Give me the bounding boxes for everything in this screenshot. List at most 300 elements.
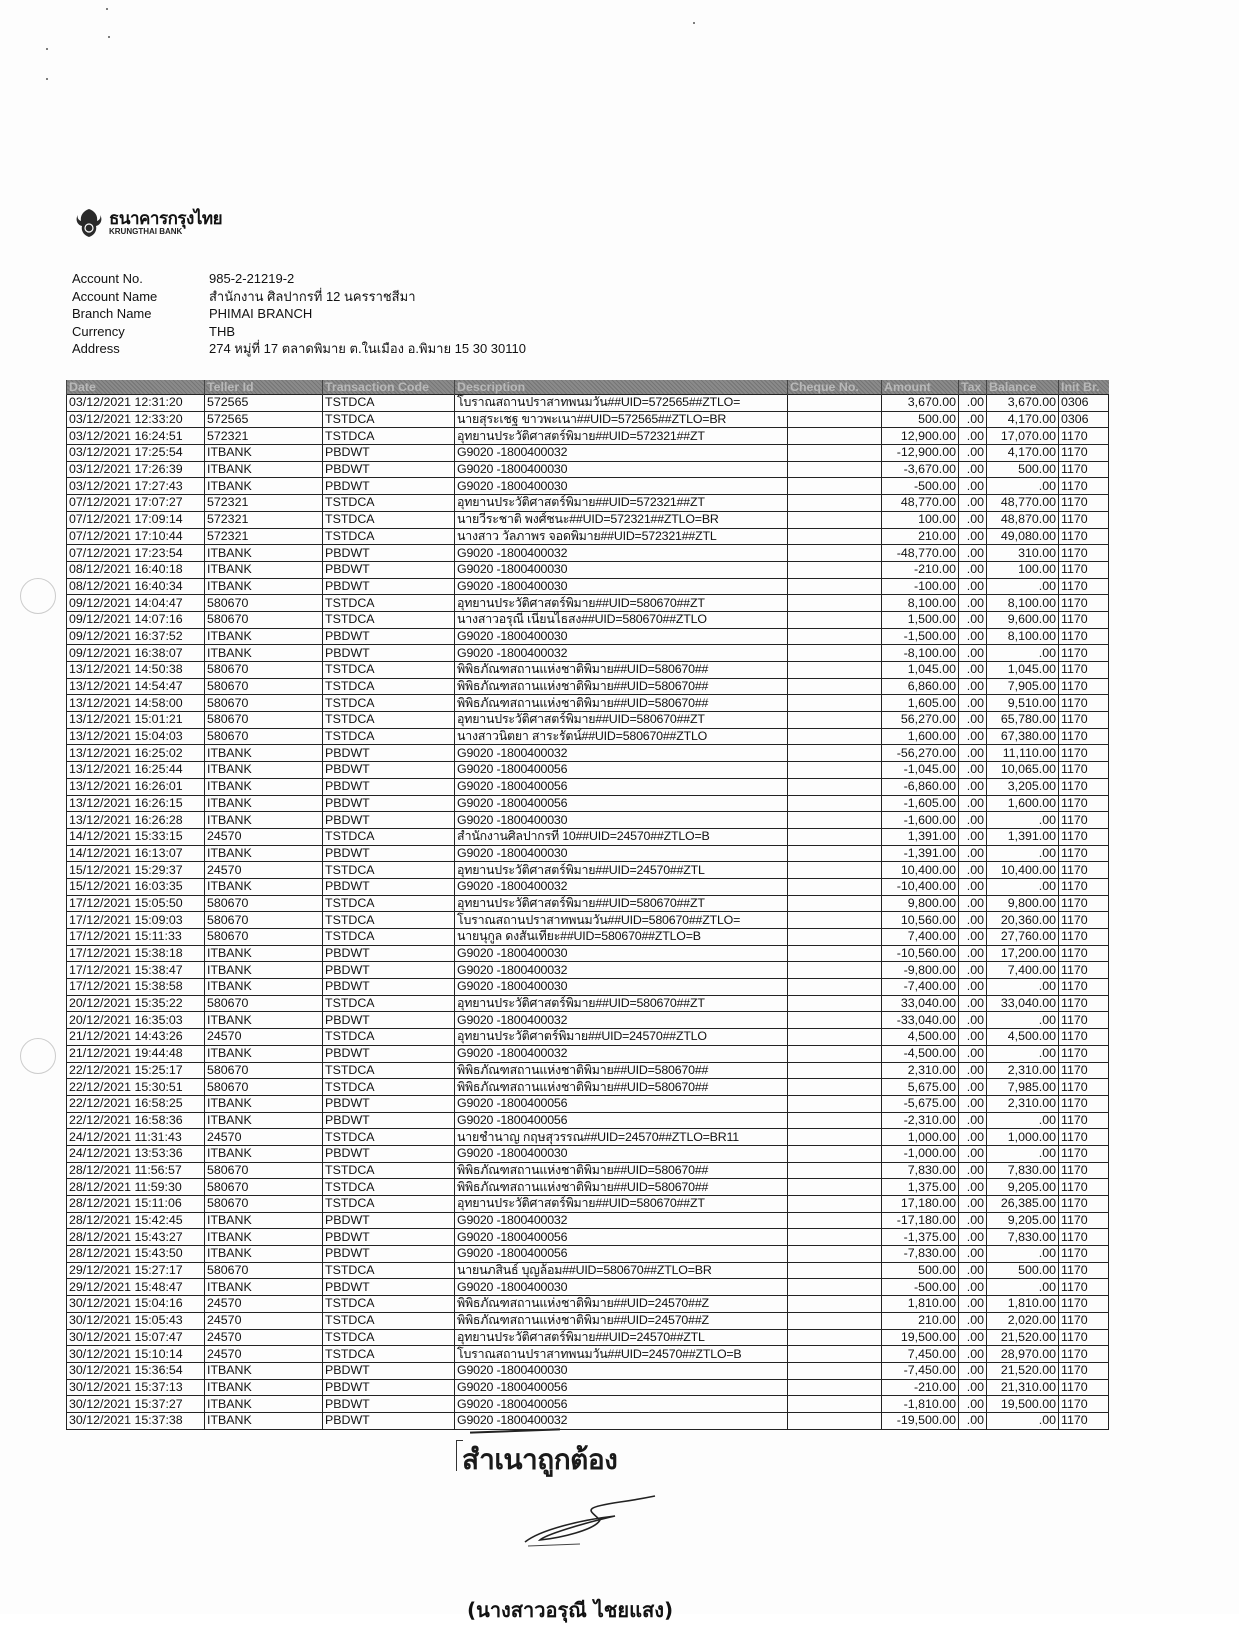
table-row [67,728,1109,745]
cell-description: นายชำนาญ กฤษสุวรรณ##UID=24570##ZTLO=BR11 [455,1129,788,1146]
cell-amount: 7,830.00 [882,1162,959,1179]
cell-tax: .00 [959,1312,987,1329]
cell-cheque-no [788,528,882,545]
cell-init-branch: 1170 [1059,1212,1109,1229]
cell-cheque-no [788,1279,882,1296]
cell-tax: .00 [959,1279,987,1296]
cell-tax: .00 [959,1296,987,1313]
branch-name-row [72,305,526,323]
cell-date: 30/12/2021 15:37:13 [67,1379,205,1396]
cell-description: อุทยานประวัติศาสตร์พิมาย##UID=580670##ZT [455,712,788,729]
cell-init-branch: 1170 [1059,1246,1109,1263]
cell-teller-id: ITBANK [205,762,323,779]
cell-teller-id: 24570 [205,862,323,879]
cell-date: 14/12/2021 15:33:15 [67,828,205,845]
cell-cheque-no [788,895,882,912]
cell-cheque-no [788,1346,882,1363]
cell-description: G9020 -1800400030 [455,979,788,996]
cell-transaction-code: PBDWT [323,545,455,562]
cell-amount: -5,675.00 [882,1095,959,1112]
table-row [67,1296,1109,1313]
cell-transaction-code: TSTDCA [323,995,455,1012]
info-label: Currency [72,323,125,339]
cell-amount: 1,000.00 [882,1129,959,1146]
cell-date: 08/12/2021 16:40:34 [67,578,205,595]
cell-teller-id: ITBANK [205,795,323,812]
table-row [67,511,1109,528]
cell-teller-id: 580670 [205,1162,323,1179]
info-label: Account Name [72,288,158,304]
cell-balance: 33,040.00 [987,995,1059,1012]
cell-amount: 9,800.00 [882,895,959,912]
cell-cheque-no [788,411,882,428]
cell-transaction-code: TSTDCA [323,1296,455,1313]
cell-amount: -1,045.00 [882,762,959,779]
cell-teller-id: 572321 [205,495,323,512]
cell-tax: .00 [959,611,987,628]
cell-transaction-code: TSTDCA [323,495,455,512]
cell-cheque-no [788,1179,882,1196]
cell-description: G9020 -1800400032 [455,962,788,979]
cell-cheque-no [788,1229,882,1246]
cell-transaction-code: PBDWT [323,1396,455,1413]
cell-description: โบราณสถานปราสาทพนมวัน##UID=24570##ZTLO=B [455,1346,788,1363]
cell-init-branch: 1170 [1059,1179,1109,1196]
column-header-tax: Tax [959,380,987,395]
cell-tax: .00 [959,712,987,729]
cell-cheque-no [788,1045,882,1062]
cell-tax: .00 [959,1112,987,1129]
cell-amount: 10,400.00 [882,862,959,879]
cell-tax: .00 [959,1329,987,1346]
cell-description: อุทยานประวัติศาสตร์พิมาย##UID=572321##ZT [455,495,788,512]
cell-tax: .00 [959,762,987,779]
cell-transaction-code: PBDWT [323,478,455,495]
address-row [72,340,526,358]
info-label: Address [72,341,120,356]
cell-teller-id: ITBANK [205,561,323,578]
cell-date: 17/12/2021 15:05:50 [67,895,205,912]
cell-balance: .00 [987,578,1059,595]
cell-description: G9020 -1800400032 [455,1412,788,1429]
cell-date: 13/12/2021 14:50:38 [67,662,205,679]
cell-amount: 1,391.00 [882,828,959,845]
cell-teller-id: 572565 [205,395,323,412]
cell-description: G9020 -1800400030 [455,1279,788,1296]
cell-balance: 310.00 [987,545,1059,562]
cell-description: G9020 -1800400032 [455,878,788,895]
cell-init-branch: 1170 [1059,995,1109,1012]
cell-teller-id: 572565 [205,411,323,428]
table-row [67,912,1109,929]
cell-description: พิพิธภัณฑสถานแห่งชาติพิมาย##UID=580670## [455,1062,788,1079]
cell-tax: .00 [959,778,987,795]
cell-tax: .00 [959,995,987,1012]
cell-transaction-code: PBDWT [323,561,455,578]
table-row [67,1029,1109,1046]
cell-description: อุทยานประวัติศาตร์พิมาย##UID=24570##ZTLO [455,1029,788,1046]
table-row [67,1362,1109,1379]
cell-init-branch: 1170 [1059,1012,1109,1029]
cell-tax: .00 [959,628,987,645]
cell-teller-id: ITBANK [205,1379,323,1396]
cell-date: 28/12/2021 15:11:06 [67,1196,205,1213]
cell-cheque-no [788,695,882,712]
cell-teller-id: ITBANK [205,1045,323,1062]
cell-description: G9020 -1800400056 [455,1246,788,1263]
cell-teller-id: ITBANK [205,461,323,478]
cell-tax: .00 [959,912,987,929]
cell-cheque-no [788,1145,882,1162]
cell-date: 09/12/2021 16:38:07 [67,645,205,662]
cell-cheque-no [788,628,882,645]
table-row [67,528,1109,545]
cell-description: อุทยานประวัติศาสตร์พิมาย##UID=580670##ZT [455,595,788,612]
cell-cheque-no [788,1212,882,1229]
cell-init-branch: 1170 [1059,979,1109,996]
cell-description: อุทยานประวัติศาสตร์พิมาย##UID=580670##ZT [455,895,788,912]
cell-balance: 7,830.00 [987,1162,1059,1179]
cell-description: G9020 -1800400032 [455,545,788,562]
cell-balance: 49,080.00 [987,528,1059,545]
cell-date: 17/12/2021 15:38:18 [67,945,205,962]
scan-speck [46,78,48,80]
cell-balance: 48,870.00 [987,511,1059,528]
cell-balance: 1,045.00 [987,662,1059,679]
cell-amount: -12,900.00 [882,445,959,462]
cell-balance: .00 [987,1279,1059,1296]
cell-balance: 7,830.00 [987,1229,1059,1246]
cell-cheque-no [788,929,882,946]
cell-teller-id: ITBANK [205,1095,323,1112]
scan-speck [108,36,110,38]
account-name-row [72,288,526,306]
cell-balance: 1,391.00 [987,828,1059,845]
cell-cheque-no [788,862,882,879]
cell-teller-id: ITBANK [205,628,323,645]
cell-description: นางสาวอรุณี เนียนไธสง##UID=580670##ZTLO [455,611,788,628]
cell-description: G9020 -1800400030 [455,578,788,595]
cell-cheque-no [788,1362,882,1379]
cell-date: 07/12/2021 17:23:54 [67,545,205,562]
table-row [67,1045,1109,1062]
cell-init-branch: 1170 [1059,1112,1109,1129]
cell-init-branch: 1170 [1059,778,1109,795]
cell-teller-id: 24570 [205,1129,323,1146]
cell-balance: 1,810.00 [987,1296,1059,1313]
cell-date: 03/12/2021 16:24:51 [67,428,205,445]
table-row [67,445,1109,462]
table-row [67,1095,1109,1112]
cell-transaction-code: TSTDCA [323,1129,455,1146]
cell-amount: 5,675.00 [882,1079,959,1096]
cell-amount: 1,500.00 [882,611,959,628]
cell-init-branch: 1170 [1059,945,1109,962]
cell-date: 20/12/2021 16:35:03 [67,1012,205,1029]
table-row [67,645,1109,662]
table-row [67,678,1109,695]
cell-init-branch: 1170 [1059,1379,1109,1396]
cell-description: G9020 -1800400056 [455,1112,788,1129]
cell-balance: 10,065.00 [987,762,1059,779]
cell-balance: 7,985.00 [987,1079,1059,1096]
cell-date: 30/12/2021 15:05:43 [67,1312,205,1329]
cell-cheque-no [788,611,882,628]
cell-balance: .00 [987,812,1059,829]
cell-balance: 2,310.00 [987,1062,1059,1079]
cell-date: 21/12/2021 19:44:48 [67,1045,205,1062]
cell-description: G9020 -1800400056 [455,1229,788,1246]
cell-teller-id: ITBANK [205,1246,323,1263]
cell-tax: .00 [959,745,987,762]
cell-transaction-code: PBDWT [323,445,455,462]
cell-amount: -500.00 [882,1279,959,1296]
cell-balance: .00 [987,878,1059,895]
cell-amount: -1,391.00 [882,845,959,862]
cell-transaction-code: PBDWT [323,1212,455,1229]
cell-transaction-code: TSTDCA [323,929,455,946]
cell-balance: 4,170.00 [987,411,1059,428]
cell-teller-id: 580670 [205,712,323,729]
cell-amount: -8,100.00 [882,645,959,662]
cell-balance: 11,110.00 [987,745,1059,762]
cell-description: นายนุกูล ดงสันเทียะ##UID=580670##ZTLO=B [455,929,788,946]
table-row [67,1112,1109,1129]
cell-init-branch: 0306 [1059,411,1109,428]
cell-amount: 1,605.00 [882,695,959,712]
cell-init-branch: 0306 [1059,395,1109,412]
cell-transaction-code: PBDWT [323,778,455,795]
cell-cheque-no [788,645,882,662]
cell-init-branch: 1170 [1059,611,1109,628]
cell-amount: 10,560.00 [882,912,959,929]
table-row [67,628,1109,645]
cell-cheque-no [788,962,882,979]
table-row [67,1196,1109,1213]
cell-date: 30/12/2021 15:07:47 [67,1329,205,1346]
cell-amount: 1,045.00 [882,662,959,679]
cell-balance: 1,600.00 [987,795,1059,812]
cell-tax: .00 [959,812,987,829]
cell-description: G9020 -1800400032 [455,445,788,462]
cell-teller-id: 580670 [205,695,323,712]
cell-description: G9020 -1800400030 [455,628,788,645]
cell-date: 28/12/2021 15:42:45 [67,1212,205,1229]
cell-teller-id: 24570 [205,1329,323,1346]
cell-cheque-no [788,545,882,562]
cell-cheque-no [788,1079,882,1096]
cell-cheque-no [788,712,882,729]
cell-balance: 19,500.00 [987,1396,1059,1413]
cell-tax: .00 [959,979,987,996]
cell-description: G9020 -1800400056 [455,778,788,795]
table-row [67,1012,1109,1029]
cell-teller-id: 580670 [205,1262,323,1279]
cell-balance: 4,500.00 [987,1029,1059,1046]
table-row [67,895,1109,912]
cell-init-branch: 1170 [1059,1196,1109,1213]
cell-balance: 17,070.00 [987,428,1059,445]
cell-teller-id: ITBANK [205,812,323,829]
cell-init-branch: 1170 [1059,1296,1109,1313]
cell-balance: 2,310.00 [987,1095,1059,1112]
cell-tax: .00 [959,1145,987,1162]
cell-cheque-no [788,1129,882,1146]
cell-cheque-no [788,511,882,528]
cell-teller-id: ITBANK [205,1362,323,1379]
cell-amount: -100.00 [882,578,959,595]
table-row [67,495,1109,512]
table-row [67,545,1109,562]
cell-cheque-no [788,1196,882,1213]
cell-description: G9020 -1800400056 [455,1379,788,1396]
cell-cheque-no [788,1262,882,1279]
cell-description: G9020 -1800400030 [455,1145,788,1162]
cell-tax: .00 [959,828,987,845]
cell-tax: .00 [959,929,987,946]
cell-tax: .00 [959,728,987,745]
cell-amount: -1,810.00 [882,1396,959,1413]
cell-description: G9020 -1800400030 [455,1362,788,1379]
table-row [67,1129,1109,1146]
branch-name-value: PHIMAI BRANCH [209,306,313,321]
cell-cheque-no [788,1396,882,1413]
cell-tax: .00 [959,1379,987,1396]
cell-date: 30/12/2021 15:04:16 [67,1296,205,1313]
cell-init-branch: 1170 [1059,878,1109,895]
table-row [67,828,1109,845]
currency-row [72,323,526,341]
cell-tax: .00 [959,478,987,495]
cell-balance: 21,520.00 [987,1329,1059,1346]
cell-teller-id: ITBANK [205,578,323,595]
table-row [67,1179,1109,1196]
table-row [67,1229,1109,1246]
cell-transaction-code: TSTDCA [323,1262,455,1279]
cell-transaction-code: PBDWT [323,1412,455,1429]
cell-cheque-no [788,1095,882,1112]
cell-transaction-code: PBDWT [323,762,455,779]
cell-balance: 500.00 [987,461,1059,478]
info-label: Account No. [72,271,143,286]
cell-init-branch: 1170 [1059,1045,1109,1062]
cell-tax: .00 [959,1362,987,1379]
garuda-icon [75,207,103,239]
cell-init-branch: 1170 [1059,862,1109,879]
cell-transaction-code: TSTDCA [323,428,455,445]
cell-teller-id: 580670 [205,1079,323,1096]
cell-description: G9020 -1800400030 [455,812,788,829]
cell-cheque-no [788,1012,882,1029]
table-row [67,762,1109,779]
cell-amount: -4,500.00 [882,1045,959,1062]
cell-amount: 1,375.00 [882,1179,959,1196]
cell-tax: .00 [959,662,987,679]
cell-cheque-no [788,578,882,595]
cell-description: พิพิธภัณฑสถานแห่งชาติพิมาย##UID=580670## [455,1162,788,1179]
cell-init-branch: 1170 [1059,912,1109,929]
cell-teller-id: 572321 [205,511,323,528]
cell-tax: .00 [959,1012,987,1029]
cell-amount: -48,770.00 [882,545,959,562]
column-header-amount: Amount [882,380,959,395]
statement-table [66,380,1109,1430]
cell-init-branch: 1170 [1059,695,1109,712]
cell-date: 30/12/2021 15:37:27 [67,1396,205,1413]
cell-amount: 56,270.00 [882,712,959,729]
table-row [67,1329,1109,1346]
cell-date: 03/12/2021 12:33:20 [67,411,205,428]
cell-init-branch: 1170 [1059,428,1109,445]
cell-tax: .00 [959,445,987,462]
cell-description: โบราณสถานปราสาทพนมวัน##UID=572565##ZTLO= [455,395,788,412]
cell-balance: 21,310.00 [987,1379,1059,1396]
cell-tax: .00 [959,1196,987,1213]
cell-description: นางสาว วัลภาพร จอดพิมาย##UID=572321##ZTL [455,528,788,545]
cell-amount: -33,040.00 [882,1012,959,1029]
cell-description: โบราณสถานปราสาทพนมวัน##UID=580670##ZTLO= [455,912,788,929]
cell-cheque-no [788,762,882,779]
cell-balance: 26,385.00 [987,1196,1059,1213]
cell-description: G9020 -1800400032 [455,1045,788,1062]
cell-date: 03/12/2021 17:27:43 [67,478,205,495]
cell-tax: .00 [959,1129,987,1146]
cell-tax: .00 [959,945,987,962]
column-header-teller-id: Teller Id [205,380,323,395]
cell-description: G9020 -1800400030 [455,561,788,578]
currency-value: THB [209,323,235,339]
cell-description: G9020 -1800400032 [455,1212,788,1229]
cell-description: G9020 -1800400030 [455,478,788,495]
cell-date: 29/12/2021 15:48:47 [67,1279,205,1296]
account-number-value: 985-2-21219-2 [209,271,295,286]
table-row [67,561,1109,578]
cell-teller-id: ITBANK [205,878,323,895]
cell-tax: .00 [959,695,987,712]
cell-teller-id: 24570 [205,1029,323,1046]
cell-amount: 210.00 [882,1312,959,1329]
table-row [67,745,1109,762]
cell-description: สำนักงานศิลปากรที่ 10##UID=24570##ZTLO=B [455,828,788,845]
cell-date: 22/12/2021 16:58:36 [67,1112,205,1129]
cell-init-branch: 1170 [1059,1079,1109,1096]
cell-tax: .00 [959,528,987,545]
table-row [67,1262,1109,1279]
cell-date: 15/12/2021 16:03:35 [67,878,205,895]
cell-teller-id: 580670 [205,929,323,946]
cell-date: 20/12/2021 15:35:22 [67,995,205,1012]
cell-transaction-code: PBDWT [323,1229,455,1246]
cell-tax: .00 [959,1029,987,1046]
cell-teller-id: ITBANK [205,1145,323,1162]
binder-hole [20,1038,56,1074]
cell-description: พิพิธภัณฑสถานแห่งชาติพิมาย##UID=24570##Z [455,1296,788,1313]
cell-transaction-code: TSTDCA [323,611,455,628]
cell-description: พิพิธภัณฑสถานแห่งชาติพิมาย##UID=24570##Z [455,1312,788,1329]
cell-description: พิพิธภัณฑสถานแห่งชาติพิมาย##UID=580670## [455,662,788,679]
cell-transaction-code: PBDWT [323,1112,455,1129]
cell-transaction-code: TSTDCA [323,395,455,412]
cell-amount: -1,500.00 [882,628,959,645]
cell-date: 03/12/2021 17:26:39 [67,461,205,478]
column-header-cheque-no: Cheque No. [788,380,882,395]
cell-cheque-no [788,1162,882,1179]
table-row [67,1379,1109,1396]
cell-tax: .00 [959,1212,987,1229]
cell-teller-id: ITBANK [205,478,323,495]
certified-copy-stamp: สำเนาถูกต้อง [462,1443,618,1476]
table-row [67,1246,1109,1263]
